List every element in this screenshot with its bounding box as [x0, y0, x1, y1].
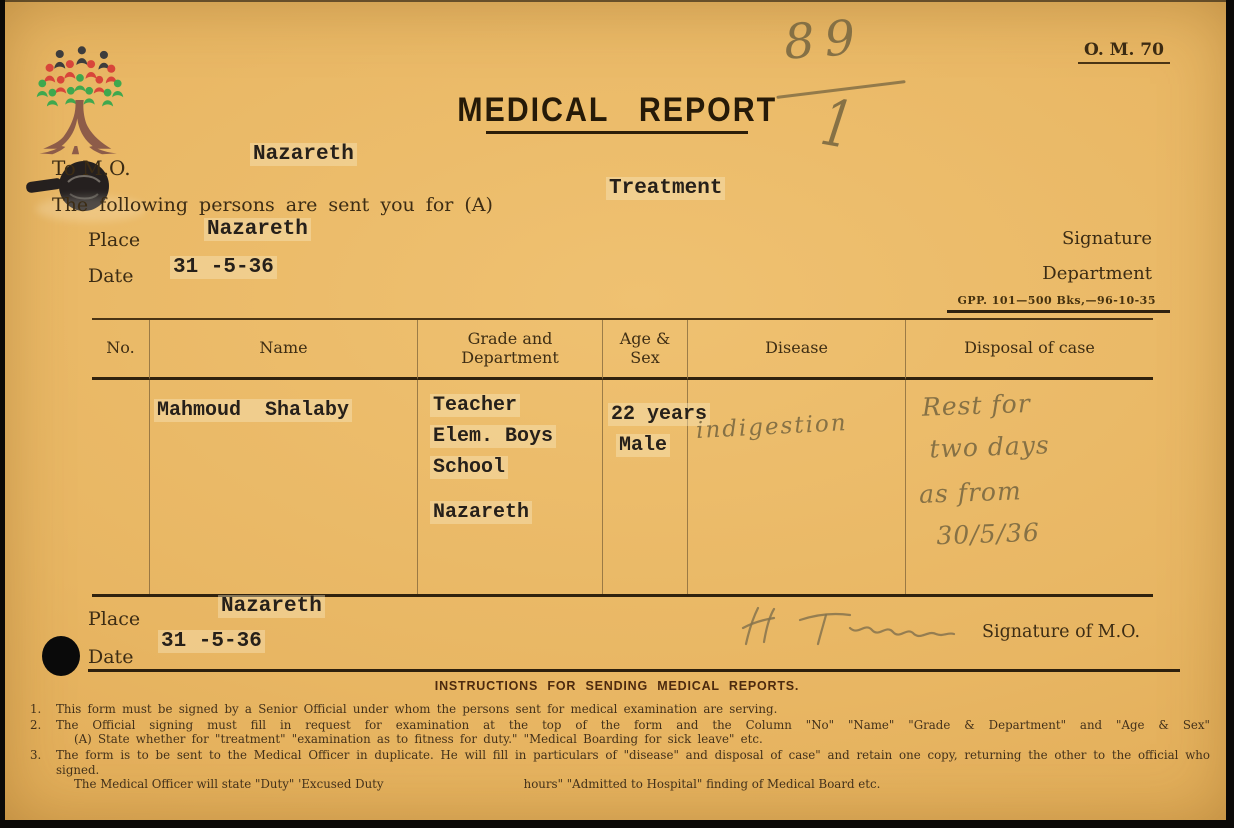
instruction-text: This form must be signed by a Senior Official under whom the persons sent for medical examination are serving.: [56, 702, 778, 716]
form-code: O. M. 70: [1078, 40, 1170, 64]
disposal-line: as from: [918, 476, 1023, 509]
grade-line: Elem. Boys: [430, 425, 556, 448]
sent-for-value: Treatment: [606, 177, 725, 200]
disease-handwritten: indigestion: [695, 410, 849, 444]
footer-place-value: Nazareth: [218, 595, 325, 618]
cell-disposal: [906, 380, 1153, 594]
date-value: 31 -5-36: [170, 256, 277, 279]
instruction-subtext: (A) State whether for "treatment" "examination as to fitness for duty." "Medical Boarding for sick leave" etc.: [74, 732, 763, 747]
scan-edge-top: [0, 0, 1234, 2]
department-label: Department: [1042, 263, 1152, 284]
instruction-item: [26, 718, 1210, 747]
footer-place-label: Place: [88, 608, 141, 630]
signature-label: Signature: [1061, 228, 1152, 249]
col-header-no: No.: [92, 320, 150, 380]
mo-signature-label: Signature of M.O.: [982, 622, 1141, 642]
grade-line: Teacher: [430, 394, 520, 417]
instruction-text: The form is to be sent to the Medical Officer in duplicate. He will fill in particulars of "disease" and disposal of case" and retain one copy, returning the other to the official who signed.: [56, 747, 1210, 777]
cell-name: [150, 380, 418, 594]
col-header-name: Name: [150, 320, 418, 380]
patient-age: 22 years: [608, 403, 710, 426]
to-mo-value: Nazareth: [250, 143, 357, 166]
title-underline: [486, 131, 748, 134]
to-mo-label: To M.O.: [52, 156, 131, 180]
place-value: Nazareth: [204, 218, 311, 241]
instruction-item: [26, 748, 1210, 792]
col-header-grade-department: Grade and Department: [418, 320, 603, 380]
cell-no: [92, 380, 150, 594]
date-label: Date: [88, 265, 134, 287]
instruction-number: 1.: [30, 702, 42, 716]
blank-hours-gap: [384, 777, 524, 792]
grade-line: Nazareth: [430, 501, 532, 524]
disposal-line: 30/5/36: [935, 517, 1041, 550]
tree-of-people-logo-icon: [34, 44, 126, 156]
document-title-block: [447, 92, 787, 134]
sent-for-label: The following persons are sent you for (A): [52, 194, 493, 216]
disposal-line: two days: [928, 429, 1051, 463]
instruction-number: 2.: [30, 717, 42, 732]
print-reference: GPP. 101—500 Bks,—96-10-35: [947, 294, 1170, 313]
patient-name: Mahmoud Shalaby: [154, 399, 352, 422]
col-header-disease: Disease: [688, 320, 906, 380]
instruction-item: [26, 702, 1210, 717]
mo-note-right: hours" "Admitted to Hospital" finding of Medical Board etc.: [523, 777, 881, 792]
scan-edge-bottom: [0, 820, 1234, 828]
instructions-title: INSTRUCTIONS FOR SENDING MEDICAL REPORTS.: [434, 679, 800, 693]
scan-edge-left: [0, 0, 5, 828]
footer-date-value: 31 -5-36: [158, 630, 265, 653]
cell-disease: [688, 380, 906, 594]
page-title: MEDICAL REPORT: [457, 90, 777, 129]
cell-grade-department: [418, 380, 603, 594]
mo-signature-handwriting: [738, 598, 973, 658]
col-header-disposal: Disposal of case: [906, 320, 1153, 380]
instruction-number: 3.: [30, 747, 42, 762]
mo-note-left: The Medical Officer will state "Duty" 'Excused Duty: [74, 777, 384, 792]
instruction-text: The Official signing must fill in request for examination at the top of the form and the Column "No" "Name" "Grade & Department" and "Age & Sex": [56, 717, 1210, 732]
handwritten-case-number: 89: [782, 9, 867, 71]
footer-date-label: Date: [88, 646, 134, 668]
punch-hole: [42, 636, 80, 676]
place-label: Place: [88, 229, 141, 251]
footer-rule: [88, 669, 1180, 672]
patient-sex: Male: [616, 434, 670, 457]
grade-line: School: [430, 456, 508, 479]
cell-age-sex: [603, 380, 708, 594]
handwritten-case-denominator: 1: [816, 83, 859, 164]
instructions-list: [26, 702, 1210, 793]
col-header-age-sex: Age & Sex: [603, 320, 688, 380]
scan-edge-right: [1226, 0, 1234, 828]
disposal-line: Rest for: [921, 388, 1032, 422]
medical-report-table: [92, 318, 1153, 597]
mo-note-line: [74, 777, 1210, 792]
